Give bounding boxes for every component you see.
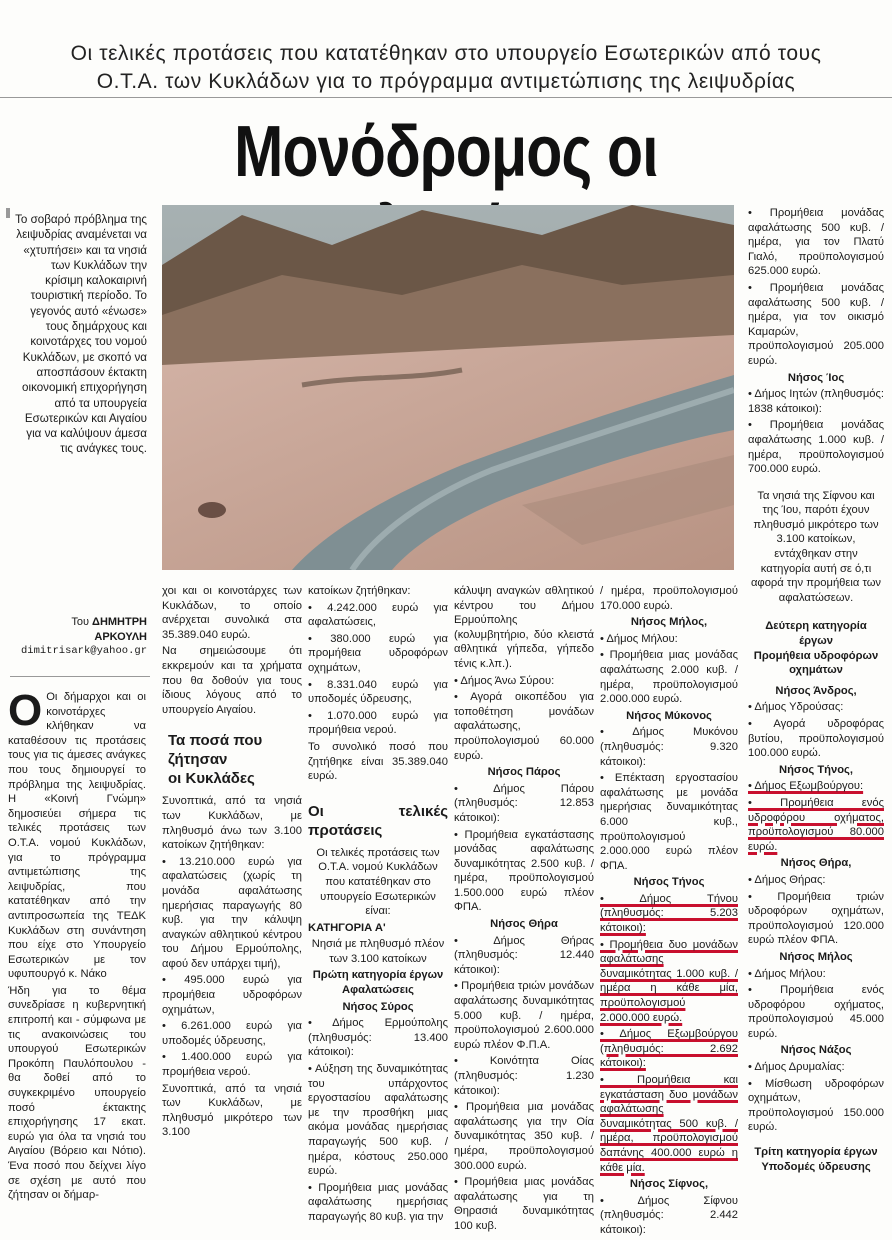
col4-item: • Δήμος Θήρας (πληθυσμός: 12.440 κάτοικοι): (454, 934, 594, 976)
riverbed-image (162, 205, 734, 570)
col2-item: • 1.400.000 ευρώ για προμήθεια νερού. (162, 1051, 302, 1079)
col6-item: • Προμήθεια ενός υδροφόρου οχήματος, προϋπολογισμού 45.000 ευρώ. (748, 984, 884, 1040)
category-2-line: Δεύτερη κατηγορία (765, 620, 867, 633)
col5-item: • Δήμος Μήλου: (600, 632, 678, 645)
col2-subhead-3: οι Κυκλάδες (168, 770, 255, 788)
col5-item: • Προμήθεια μιας μονάδας αφαλάτωσης 2.000 κυβ. / ημέρα, προϋπολογισμού 2.000.000 ευρώ. (600, 649, 738, 706)
col4-item: • Προμήθεια μιας μονάδας αφαλάτωσης για τη Θηρασιά δυναμικότητας 100 κυβ. (454, 1176, 594, 1232)
first-category: Πρώτη κατηγορία έργων Αφαλατώσεις (312, 969, 444, 997)
col3-item: • 380.000 ευρώ για προμήθεια υδροφόρων οχημάτων, (308, 632, 448, 674)
island-syros: Νήσος Σύρος (342, 1000, 414, 1013)
col5-highlighted-item: • Δήμος Τήνου (πληθυσμός: 5.203 κάτοικοι): (600, 892, 738, 935)
col6-highlighted-item: • Δήμος Εξωμβούργου: (748, 780, 864, 793)
col6-item: • Προμήθεια μονάδας αφαλάτωσης 1.000 κυβ. / ημέρα, προϋπολογισμού 700.000 ευρώ. (748, 419, 884, 476)
intro-text: Το σοβαρό πρόβλημα της λειψυδρίας αναμένεται να «χτυπήσει» και τα νησιά των Κυκλάδων την κρίσιμη καλοκαιρινή τουριστική περίοδο. Το γεγονός αυτό «ένωσε» τους δημάρχους και κοινοτάρχες του νομού Κυκλάδων, με σκοπό να αποσπάσουν έκτακτη οικονομική επιχορήγηση από τα υπουργεία Εσωτερικών και Αιγαίου για να καλύψουν άμεσα τις ανάγκες τους. (15, 213, 147, 456)
col6-item: • Δήμος Ιητών (πληθυσμός: 1838 κάτοικοι): (748, 388, 884, 415)
supertitle-line-2: Ο.Τ.Α. των Κυκλάδων για το πρόγραμμα αντιμετώπισης της λειψυδρίας (96, 70, 796, 93)
byline-prefix: Του (71, 616, 89, 628)
col6-item: • Αγορά υδροφόρας βυτίου, προϋπολογισμού 100.000 ευρώ. (748, 718, 884, 760)
col6-item: • Δήμος Υδρούσας: (748, 701, 844, 714)
island-sifnos: Νήσος Σίφνος, (629, 1178, 709, 1191)
island-thira-2: Νήσος Θήρα, (780, 857, 852, 870)
column-2 (162, 584, 302, 1142)
category-2-line: έργων (799, 635, 833, 648)
col2-subhead-2: ζήτησαν (168, 751, 228, 769)
top-rule (0, 97, 892, 98)
category-2 (748, 619, 884, 677)
col5-top: / ημέρα, προϋπολογισμού 170.000 ευρώ. (600, 585, 738, 612)
col4-item: • Προμήθεια εγκατάστασης μονάδας αφαλάτωσης δυναμικότητας 2.500 κυβ. / ημέρα, προϋπολογισμού 1.500.000 ευρώ πλέον ΦΠΑ. (454, 828, 594, 914)
col6-item: • Δήμος Μήλου: (748, 967, 826, 980)
col3-item: • Προμήθεια μιας μονάδας αφαλάτωσης ημερήσιας παραγωγής 80 κυβ. για την (308, 1181, 448, 1223)
col2-item: Συνοπτικά, από τα νησιά των Κυκλάδων, με πληθυσμό μικρότερο των 3.100 (162, 1082, 302, 1139)
island-tinos-2: Νήσος Τήνος, (779, 763, 853, 776)
island-thira: Νήσος Θήρα (490, 918, 558, 931)
col2-item: • 495.000 ευρώ για προμήθεια υδροφόρων οχημάτων, (162, 974, 302, 1016)
category-2-line: Προμήθεια υδροφόρων (753, 649, 879, 662)
col6-highlighted-item: • Προμήθεια ενός υδροφόρου οχήματος, προϋπολογισμού 80.000 ευρώ. (748, 796, 884, 853)
byline-email: dimitrisark@yahoo.gr (20, 645, 147, 657)
island-naxos: Νήσος Νάξος (780, 1044, 852, 1057)
column-4 (454, 584, 594, 1236)
col2-item: • 13.210.000 ευρώ για αφαλατώσεις (χωρίς τη μονάδα αφαλάτωσης ημερήσιας παραγωγής 80 κυβ. για την κάλυψη αναγκών αθλητικού κέντρου του Δήμου Ερμούπολης, αφού δεν υπάρχει τιμή), (162, 855, 302, 970)
col3-item: • Αύξηση της δυναμικότητας του υπάρχοντος εργοστασίου αφαλάτωσης με την προσθήκη μιας ακόμα μονάδας ημερήσιας παραγωγής 500 κυβ. / ημέρα, κόστους 250.000 ευρώ. (308, 1063, 448, 1178)
column-1 (8, 686, 146, 1205)
headline: Μονόδρομος οι (234, 112, 658, 192)
island-mykonos: Νήσος Μύκονος (626, 709, 712, 722)
col3-item: κατοίκων ζητήθηκαν: (308, 585, 411, 597)
col3-item: • Δήμος Ερμούπολης (πληθυσμός: 13.400 κάτοικοι): (308, 1017, 448, 1059)
col6-item: • Προμήθεια μονάδας αφαλάτωσης 500 κυβ. / ημέρα, για τον οικισμό Καμαρών, προϋπολογισμού 205.000 ευρώ. (748, 281, 884, 367)
col6-item: • Προμήθεια μονάδας αφαλάτωσης 500 κυβ. / ημέρα, για τον Πλατύ Γιαλό, προϋπολογισμού 625.000 ευρώ. (748, 207, 884, 278)
col2-top: χοι και οι κοινοτάρχες των Κυκλάδων, το οποίο ανέρχεται συνολικά στα 35.389.040 ευρώ. (162, 585, 302, 641)
col5-item: • Επέκταση εργοστασίου αφαλάτωσης με μονάδα ημερήσιας δυναμικότητας 6.000 κυβ., προϋπολογισμού 2.000.000 ευρώ πλέον ΦΠΑ. (600, 772, 738, 872)
island-tinos: Νήσος Τήνος (633, 876, 705, 889)
column-3 (308, 584, 448, 1227)
col5-item: • Δήμος Μυκόνου (πληθυσμός: 9.320 κάτοικοι): (600, 726, 738, 768)
col6-note: Τα νησιά της Σίφνου και της Ίου, παρότι έχουν πληθυσμό μικρότερο των 3.100 κατοίκων, εντάχθηκαν στην κατηγορία αυτή σε ό,τι αφορά την προμήθεια των αφαλατώσεων. (750, 489, 882, 604)
river-photo (162, 205, 734, 570)
col5-highlighted-item: • Δήμος Εξωμβούργου (πληθυσμός: 2.692 κάτοικοι): (600, 1028, 738, 1070)
col3-item: • 1.070.000 ευρώ για προμήθεια νερού. (308, 709, 448, 737)
col4-item: • Δήμος Πάρου (πληθυσμός: 12.853 κάτοικοι): (454, 782, 594, 824)
island-milos-2: Νήσος Μήλος (779, 950, 853, 963)
col4-item: • Αγορά οικοπέδου για τοποθέτηση μονάδων αφαλάτωσης, προϋπολογισμού 60.000 ευρώ. (454, 691, 594, 762)
supertitle-line-1: Οι τελικές προτάσεις που κατατέθηκαν στο υπουργείο Εσωτερικών από τους (70, 42, 822, 65)
col5-highlighted-item: • Προμήθεια δυο μονάδων αφαλάτωσης δυναμικότητας 1.000 κυβ. / ημέρα η κάθε μία, προϋπολογισμού 2.000.000 ευρώ. (600, 938, 738, 1024)
category-2-line: οχημάτων (789, 664, 843, 677)
category-3 (748, 1145, 884, 1174)
column-6 (748, 206, 884, 1174)
byline-author-1: ΔΗΜΗΤΡΗ (92, 616, 147, 628)
col4-item: • Δήμος Άνω Σύρου: (454, 674, 555, 687)
category-a-desc: Νησιά με πληθυσμό πλέον των 3.100 κατοίκων (311, 938, 445, 965)
col1-paragraph-1: Οι δήμαρχοι και οι κοινοτάρχες κλήθηκαν να καταθέσουν τις προτάσεις τους για τις άμεσες ανάγκες που τους δημιουργεί το πρόβλημα της λειψυδρίας. Η «Κοινή Γνώμη» δημοσιεύει σήμερα τις τελικές προτάσεις των Ο.Τ.Α. νομού Κυκλάδων, για το πρόγραμμα αντιμετώπισης της λειψυδρίας, που κατατέθηκαν από την αντιπροσωπεία της ΤΕΔΚ Κυκλάδων στη συνάντηση που είχε στο Υπουργείο Εσωτερικών με τον υφυπουργό κ. Νάκο (8, 691, 146, 981)
col3-subhead: Οι τελικές προτάσεις (308, 802, 448, 839)
col6-item: • Δήμος Δρυμαλίας: (748, 1061, 845, 1074)
category-3-line: Υποδομές ύδρευσης (761, 1160, 871, 1173)
col4-item: • Προμήθεια τριών μονάδων αφαλάτωσης δυναμικότητας 5.000 κυβ. / ημέρα, προϋπολογισμού 2.600.000 ευρώ πλέον Φ.Π.Α. (454, 980, 594, 1051)
col4-item: • Κοινότητα Οίας (πληθυσμός: 1.230 κάτοικοι): (454, 1055, 594, 1097)
byline-author-2: ΑΡΚΟΥΛΗ (94, 630, 147, 643)
supertitle (0, 40, 892, 96)
col6-item: • Δήμος Θήρας: (748, 873, 826, 886)
col6-item: • Μίσθωση υδροφόρων οχημάτων, προϋπολογισμού 150.000 ευρώ. (748, 1077, 884, 1134)
category-a: ΚΑΤΗΓΟΡΙΑ Α' (308, 921, 386, 934)
col2-subhead (168, 731, 302, 788)
island-paros: Νήσος Πάρος (487, 766, 561, 779)
island-andros: Νήσος Άνδρος, (775, 684, 857, 697)
byline-rule (10, 676, 150, 677)
col4-item: κάλυψη αναγκών αθλητικού κέντρου του Δήμου Ερμούπολης (κολυμβητήριο, δύο κλειστά αθλητικά γήπεδα, γήπεδο τένις κ.λπ.). (454, 585, 594, 670)
category-3-line: Τρίτη κατηγορία έργων (754, 1146, 878, 1159)
byline (14, 615, 147, 659)
col3-item: • 8.331.040 ευρώ για υποδομές ύδρευσης, (308, 678, 448, 706)
intro-marker (6, 208, 10, 218)
col3-intro: Οι τελικές προτάσεις των Ο.Τ.Α. νομού Κυκλάδων που κατατέθηκαν στο υπουργείο Εσωτερικών είναι: (316, 846, 440, 918)
column-5 (600, 584, 738, 1240)
island-milos: Νήσος Μήλος, (630, 616, 708, 629)
col4-item: • Προμήθεια μια μονάδας αφαλάτωσης για την Οία δυναμικότητας 350 κυβ. / ημέρα, προϋπολογισμού 300.000 ευρώ. (454, 1101, 594, 1172)
col5-highlighted-item: • Προμήθεια και εγκατάσταση δυο μονάδων αφαλάτωσης δυναμικότητας 500 κυβ. / ημέρα, προϋπολογισμού δαπάνης 400.000 ευρώ η κάθε μία. (600, 1074, 738, 1174)
col6-item: • Προμήθεια τριών υδροφόρων οχημάτων, προϋπολογισμού 120.000 ευρώ πλέον ΦΠΑ. (748, 890, 884, 947)
col2-item: • 6.261.000 ευρώ για υποδομές ύδρευσης, (162, 1020, 302, 1047)
col5-item: • Δήμος Σίφνου (πληθυσμός: 2.442 κάτοικοι): (600, 1194, 738, 1236)
col3-item: Το συνολικό ποσό που ζητήθηκε είναι 35.389.040 ευρώ. (308, 740, 448, 783)
col3-item: • 4.242.000 ευρώ για αφαλατώσεις, (308, 601, 448, 629)
col1-paragraph-2: Ήδη για το θέμα συνεδρίασε η κυβερνητική επιτροπή και - σύμφωνα με τις ανακοινώσεις του υπουργού Εσωτερικών Προκόπη Παυλόπουλου - θα δοθεί από το συγκεκριμένο υπουργείο ποσό έκτακτης επιχορήγησης 17 εκατ. ευρώ για όλα τα νησιά του Αιγαίου (Βόρειο και Νότιο). Ένα ποσό που δείχνει λίγο σε σχέση με αυτό που ζήτησαν οι δήμαρ- (8, 984, 146, 1202)
col2-p2: Να σημειώσουμε ότι εκκρεμούν και τα χρήματα που θα δοθούν για τους ίδιους λόγους από το υπουργείο Αιγαίου. (162, 645, 302, 716)
dropcap: Ο (8, 686, 43, 735)
island-ios: Νήσος Ίος (787, 371, 845, 384)
col2-item: Συνοπτικά, από τα νησιά των Κυκλάδων, με πληθυσμό άνω των 3.100 κατοίκων ζητήθηκαν: (162, 795, 302, 852)
col2-subhead-1: Τα ποσά που (168, 732, 263, 750)
